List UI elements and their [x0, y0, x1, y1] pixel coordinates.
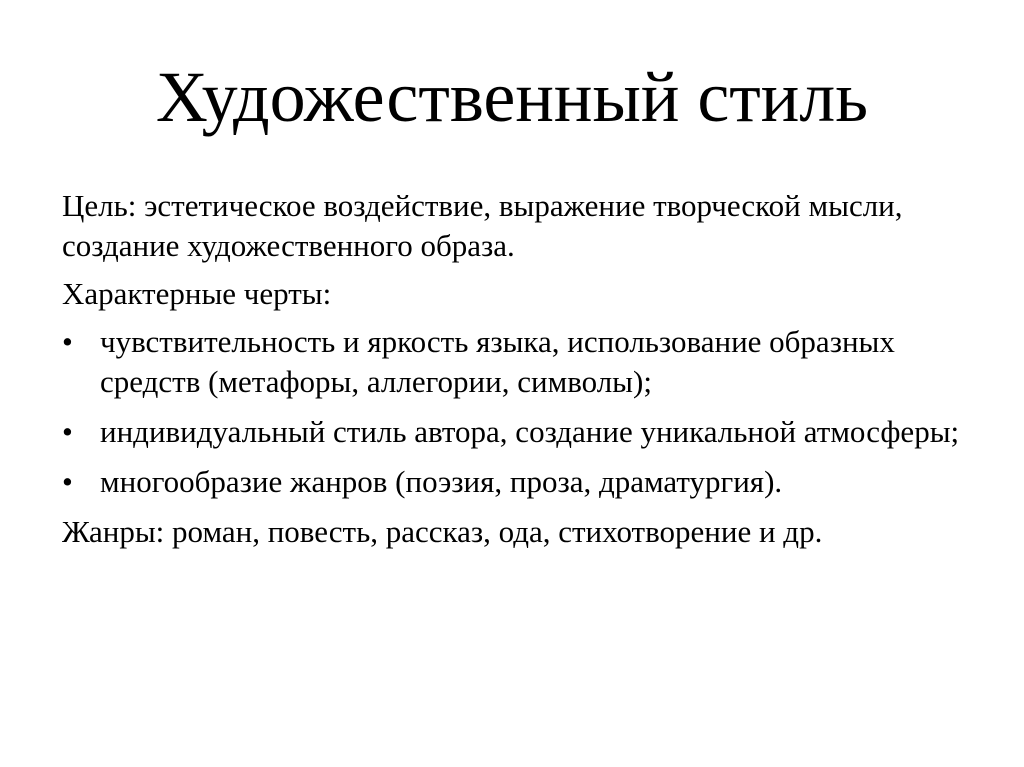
list-item — [62, 322, 962, 402]
bullet-icon: • — [62, 324, 73, 359]
bullet-icon: • — [62, 414, 73, 449]
bullet-icon: • — [62, 464, 73, 499]
features-list — [62, 322, 962, 502]
goal-paragraph: Цель: эстетическое воздействие, выражение творческой мысли, создание художественного образа. — [62, 188, 903, 263]
list-item-text: индивидуальный стиль автора, создание уникальной атмосферы; — [100, 414, 960, 449]
features-heading: Характерные черты: — [62, 276, 332, 311]
slide-title: Художественный стиль — [155, 57, 869, 137]
list-item-text: чувствительность и яркость языка, использование образных средств (метафоры, аллегории, символы); — [100, 324, 895, 399]
list-item-text: многообразие жанров (поэзия, проза, драматургия). — [100, 464, 783, 499]
slide-body — [62, 186, 962, 560]
genres-paragraph: Жанры: роман, повесть, рассказ, ода, стихотворение и др. — [62, 514, 823, 549]
list-item — [62, 462, 962, 502]
list-item — [62, 412, 962, 452]
